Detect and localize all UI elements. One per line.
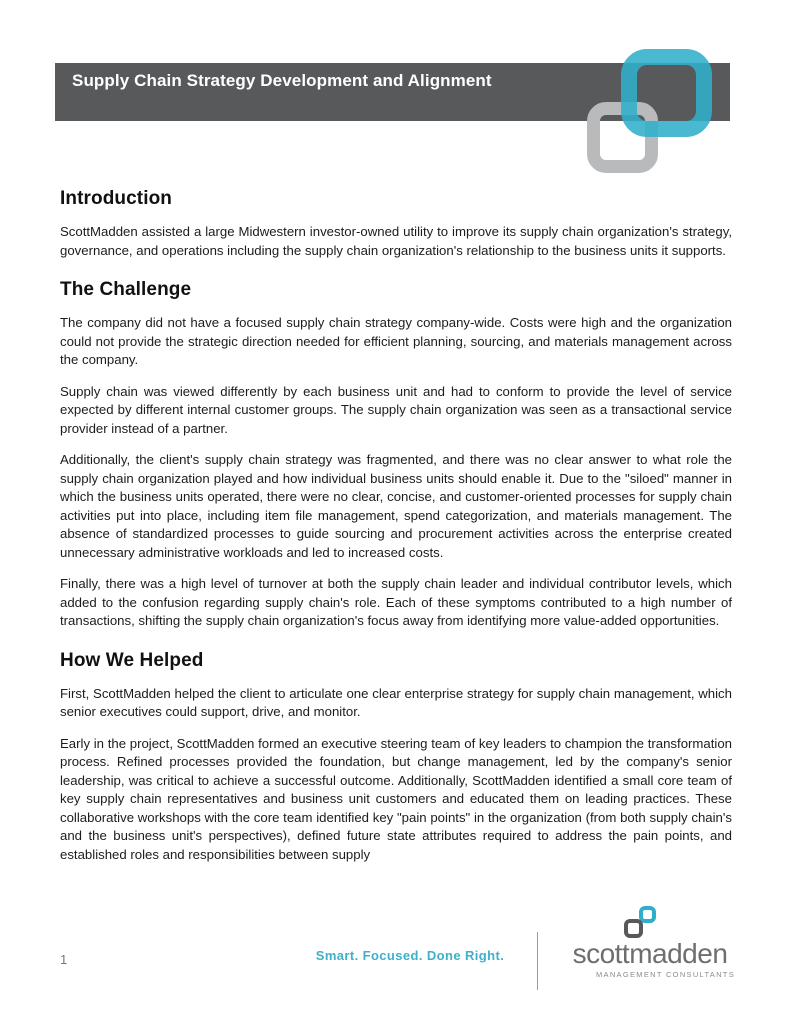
section-heading-the-challenge: The Challenge (60, 279, 192, 300)
logo-dark-square-icon (624, 919, 643, 938)
paragraph: ScottMadden assisted a large Midwestern investor-owned utility to improve its supply chain organization's strategy, governance, and operations including the supply chain organization's relationship to the business units it supports. (60, 224, 732, 258)
company-subtext: MANAGEMENT CONSULTANTS (595, 970, 735, 979)
brand-teal-square-icon (621, 49, 712, 137)
company-wordmark: scottmadden (572, 938, 728, 969)
paragraph: Finally, there was a high level of turnover at both the supply chain leader and individual contributor levels, which added to the confusion regarding supply chain's role. Each of these symptoms contributed to a high number of transactions, shifting the supply chain organization's focus away from identifying more value-added opportunities. (60, 576, 732, 628)
page-number: 1 (60, 952, 68, 967)
company-logo (563, 906, 737, 979)
paragraph: The company did not have a focused supply chain strategy company-wide. Costs were high and the organization could not provide the strategic direction needed for efficient planning, sourcing, and materials management across the company. (60, 315, 732, 367)
logo-teal-square-icon (639, 906, 656, 923)
footer-divider (537, 932, 538, 990)
paragraph: First, ScottMadden helped the client to articulate one clear enterprise strategy for supply chain management, which senior executives could support, drive, and monitor. (60, 685, 732, 719)
section-heading-introduction: Introduction (60, 188, 173, 209)
section-heading-how-we-helped: How We Helped (60, 649, 204, 671)
footer-tagline: Smart. Focused. Done Right. (315, 948, 505, 963)
scottmadden-logo-icon (624, 906, 656, 938)
document-body (60, 188, 732, 877)
paragraph: Additionally, the client's supply chain strategy was fragmented, and there was no clear answer to what role the supply chain organization played and how individual business units should enable it. Due to the "siloed" manner in which the business units operated, there were no clear, concise, and customer-oriented processes for supply chain activities put into place, including item file management, spend categorization, and materials management. The absence of standardized processes to guide sourcing and procurement activities across the enterprise created unnecessary administrative workloads and led to increased costs. (60, 452, 732, 560)
paragraph: Supply chain was viewed differently by each business unit and had to conform to provide the level of service expected by different internal customer groups. The supply chain organization was seen as a transactional service provider instead of a partner. (60, 383, 732, 436)
page-title: Supply Chain Strategy Development and Alignment (72, 71, 492, 90)
paragraph: Early in the project, ScottMadden formed an executive steering team of key leaders to champion the transformation process. Refined processes provided the foundation, but change management, led by the company's senior leadership, was critical to achieve a successful outcome. Additionally, ScottMadden identified a small core team of key supply chain representatives and business unit customers and educated them on leading practices. These collaborative workshops with the core team identified key "pain points" in the organization (from both supply chain's and the business unit's perspectives), defined future state attributes required to address the pain points, and established roles and responsibilities between supply (60, 735, 732, 862)
